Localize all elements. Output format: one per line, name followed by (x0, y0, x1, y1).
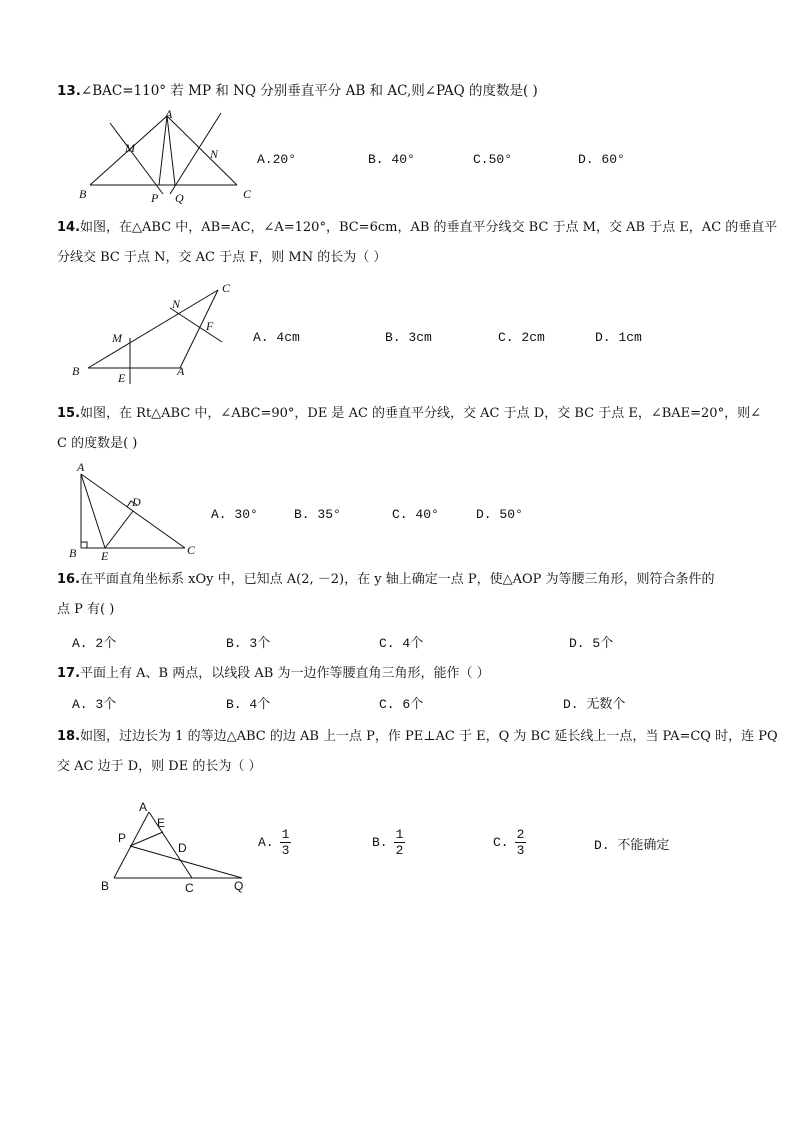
q18-option-c-denominator: 3 (516, 843, 525, 858)
q13-side-ac (167, 116, 237, 185)
q15-line2: C 的度数是( ) (57, 436, 138, 451)
q18-stem-1: 如图，过边长为 1 的等边△ABC 的边 AB 上一点 P，作 PE⊥AC 于 E，Q 为 BC 延长线上一点，当 PA=CQ 时，连 PQ (80, 729, 778, 744)
q18-label-q: Q (234, 879, 244, 893)
q18-option-b-fraction (394, 827, 406, 858)
q13-option-a[interactable]: A.20° (257, 152, 297, 167)
q15-label-d: D (132, 495, 141, 509)
q17-text (57, 665, 490, 683)
q17-option-b[interactable]: B. 4个 (226, 697, 271, 712)
q18-option-c-fraction (515, 827, 527, 858)
q17-option-c[interactable]: C. 6个 (379, 697, 424, 712)
q13-option-c[interactable]: C.50° (473, 152, 513, 167)
q16-stem-1: 在平面直角坐标系 xOy 中，已知点 A(2, －2)，在 y 轴上确定一点 P，使△AOP 为等腰三角形，则符合条件的 (80, 572, 715, 587)
q14-option-b[interactable]: B. 3cm (385, 330, 432, 345)
q13-segment-aq (167, 116, 175, 185)
q14-stem-1: 如图，在△ABC 中，AB=AC，∠A=120°，BC=6cm，AB 的垂直平分线交 BC 于点 M，交 AB 于点 E，AC 的垂直平 (80, 220, 778, 235)
q14-bisector-nf (170, 308, 222, 342)
q13-label-p: P (151, 191, 159, 205)
q18-option-a-letter: A. (258, 835, 274, 850)
q18-line2: 交 AC 边于 D，则 DE 的长为（ ） (57, 759, 262, 774)
q15-figure (65, 460, 215, 563)
q15-segment-de (105, 511, 133, 548)
q17-option-a[interactable]: A. 3个 (72, 697, 117, 712)
q13-text (57, 82, 538, 100)
q14-label-a: A (177, 364, 185, 378)
q18-option-b-letter: B. (372, 835, 388, 850)
q13-label-n: N (210, 147, 219, 161)
q15-stem-1: 如图，在 Rt△ABC 中，∠ABC=90°，DE 是 AC 的垂直平分线，交 AC 于点 D，交 BC 于点 E，∠BAE=20°，则∠ (80, 406, 761, 421)
q13-bisector-mp (110, 123, 163, 194)
q13-option-d[interactable]: D. 60° (578, 152, 625, 167)
q14-label-m: M (112, 331, 122, 345)
q15-label-a: A (77, 460, 85, 474)
q13-segment-ap (159, 116, 167, 185)
q18-option-a[interactable] (258, 827, 291, 858)
q16-line1 (57, 571, 715, 589)
q13-stem: ∠BAC=110° 若 MP 和 NQ 分别垂直平分 AB 和 AC,则∠PAQ 的度数是( ) (80, 83, 538, 99)
q15-option-d[interactable]: D. 50° (476, 507, 523, 522)
q14-line1 (57, 219, 777, 237)
q15-segment-ae (81, 474, 105, 548)
q15-label-e: E (101, 549, 109, 563)
q15-number: 15. (57, 406, 81, 421)
q14-option-d[interactable]: D. 1cm (595, 330, 642, 345)
q18-option-a-fraction (280, 827, 292, 858)
q13-label-m: M (125, 141, 135, 155)
q18-label-d: D (178, 841, 187, 855)
q18-option-c-numerator: 2 (516, 827, 525, 842)
q18-option-d[interactable]: D. 不能确定 (594, 838, 670, 853)
q18-label-p: P (118, 831, 127, 845)
q16-option-b[interactable]: B. 3个 (226, 636, 271, 651)
q15-right-angle-b (81, 542, 87, 548)
q18-option-b-denominator: 2 (395, 843, 404, 858)
q18-number: 18. (57, 729, 81, 744)
q18-option-c-letter: C. (493, 835, 509, 850)
q14-figure (70, 278, 240, 388)
q18-label-a: A (139, 800, 148, 814)
q18-option-a-denominator: 3 (281, 843, 290, 858)
q14-label-n: N (172, 297, 181, 311)
q14-label-b: B (72, 364, 80, 378)
q18-line1 (57, 728, 778, 746)
q15-option-c[interactable]: C. 40° (392, 507, 439, 522)
q13-label-q: Q (175, 191, 184, 205)
q18-label-e: E (157, 816, 166, 830)
q15-option-a[interactable]: A. 30° (211, 507, 258, 522)
q16-option-d[interactable]: D. 5个 (569, 636, 614, 651)
q18-option-c[interactable] (493, 827, 526, 858)
q18-option-b[interactable] (372, 827, 405, 858)
q13-figure (75, 108, 265, 203)
q13-label-c: C (243, 187, 252, 201)
q13-label-b: B (79, 187, 87, 201)
q18-figure (97, 794, 257, 894)
q18-option-b-numerator: 1 (395, 827, 404, 842)
q15-option-b[interactable]: B. 35° (294, 507, 341, 522)
q15-line1 (57, 405, 761, 423)
q15-label-c: C (187, 543, 196, 557)
q17-option-d[interactable]: D. 无数个 (563, 697, 626, 712)
q14-option-c[interactable]: C. 2cm (498, 330, 545, 345)
q14-label-c: C (222, 281, 231, 295)
q16-number: 16. (57, 572, 81, 587)
q14-number: 14. (57, 220, 81, 235)
q16-option-c[interactable]: C. 4个 (379, 636, 424, 651)
q14-line2: 分线交 BC 于点 N，交 AC 于点 F，则 MN 的长为（ ） (57, 250, 387, 265)
q16-line2: 点 P 有( ) (57, 602, 115, 617)
q13-option-b[interactable]: B. 40° (368, 152, 415, 167)
q16-option-a[interactable]: A. 2个 (72, 636, 117, 651)
q17-number: 17. (57, 666, 81, 681)
q14-label-e: E (118, 371, 126, 385)
q18-option-a-numerator: 1 (281, 827, 290, 842)
q13-number: 13. (57, 83, 81, 99)
q14-label-f: F (206, 319, 214, 333)
q13-label-a: A (165, 107, 173, 121)
q14-option-a[interactable]: A. 4cm (253, 330, 300, 345)
q15-label-b: B (69, 546, 77, 560)
q18-label-c: C (185, 881, 194, 895)
q17-stem: 平面上有 A、B 两点，以线段 AB 为一边作等腰直角三角形，能作（ ） (80, 666, 490, 681)
q18-label-b: B (101, 879, 110, 893)
